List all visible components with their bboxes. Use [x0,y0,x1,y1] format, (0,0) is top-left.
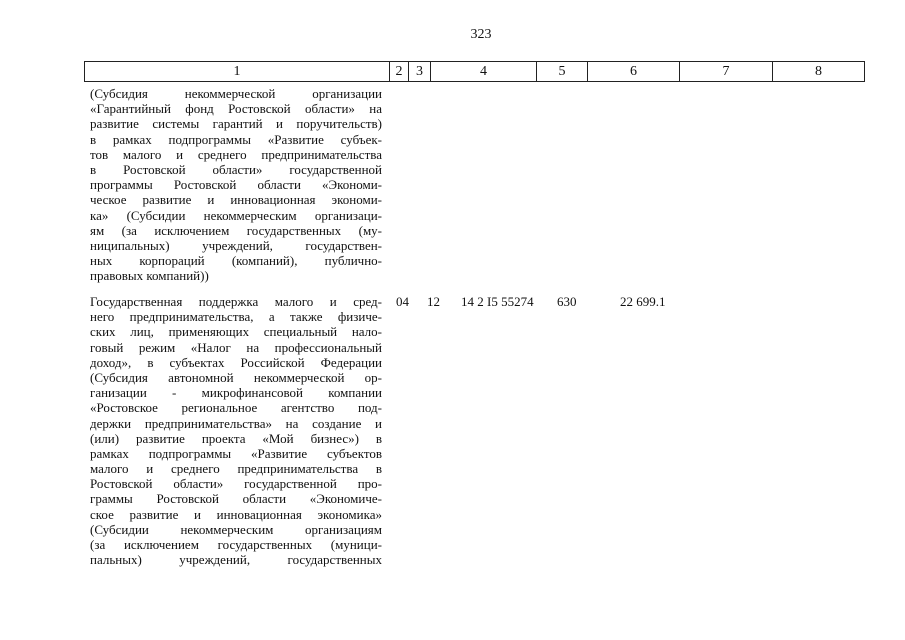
row-2-cell-5: 630 [557,294,577,309]
row-1-line: ческое развитие и инновационная экономи- [90,192,382,208]
row-1-line: ниципальных) учреждений, государствен- [90,237,382,253]
header-cell-1: 1 [85,62,390,81]
header-cell-8: 8 [815,64,822,79]
row-1-line: (Субсидия некоммерческой организации [90,86,382,101]
row-2-line: малого и среднего предпринимательства в [90,461,382,477]
row-2-line: (Субсидия автономной некоммерческой ор- [90,369,382,385]
row-2-line: (или) развитие проекта «Мой бизнес») в [90,430,382,446]
row-2-line: (за исключением государственных (муници- [90,537,382,552]
row-2-line: него предпринимательства, а также физиче- [90,309,382,325]
row-2-line: «Ростовское региональное агентство под- [90,400,382,416]
header-cell-3: 3 [409,62,431,81]
row-1-line: правовых компаний)) [90,268,209,284]
page-number: 323 [470,27,492,42]
row-2-cell-4: 14 2 I5 55274 [461,294,534,309]
row-2-line: ское развитие и инновационная экономика» [90,506,382,522]
row-2-description [90,294,382,567]
row-1-line: тов малого и среднего предпринимательства [90,146,382,162]
row-2-line: Ростовской области» государственной про- [90,476,382,492]
row-2-line: Государственная поддержка малого и сред- [90,294,382,309]
row-2-cell-2: 04 [396,294,409,309]
row-1-line: ка» (Субсидии некоммерческим организаци- [90,207,382,223]
row-2-line: говый режим «Налог на профессиональный [90,339,382,355]
row-1-line: развитие системы гарантий и поручительств) [90,116,382,132]
row-2-line: ских лиц, применяющих специальный нало- [90,324,382,340]
header-cell-4: 4 [431,62,537,81]
row-1-line: в рамках подпрограммы «Развитие субъек- [90,131,382,147]
row-2-line: рамках подпрограммы «Развитие субъектов [90,445,382,461]
row-2-line: доход», в субъектах Российской Федерации [90,354,382,370]
header-cell-6: 6 [588,62,680,81]
row-1-description [90,86,382,283]
row-2-line: держки предпринимательства» на создание и [90,415,382,431]
row-2-line: (Субсидии некоммерческим организациям [90,521,382,537]
header-cell-7: 7 [680,62,773,81]
header-cell-2: 2 [390,62,409,81]
row-1-line: ных корпораций (компаний), публично- [90,253,382,269]
row-2-cell-6: 22 699.1 [620,294,666,309]
table-header-row [84,61,865,82]
row-1-line: ям (за исключением государственных (му- [90,222,382,238]
row-1-line: в Ростовской области» государственной [90,161,382,177]
row-1-line: программы Ростовской области «Экономи- [90,177,382,193]
row-2-cell-3: 12 [427,294,440,309]
row-2-line: граммы Ростовской области «Экономиче- [90,491,382,507]
header-cell-5: 5 [537,62,588,81]
row-1-line: «Гарантийный фонд Ростовской области» на [90,101,382,117]
row-2-line: пальных) учреждений, государственных [90,552,382,568]
row-2-line: ганизации - микрофинансовой компании [90,385,382,401]
